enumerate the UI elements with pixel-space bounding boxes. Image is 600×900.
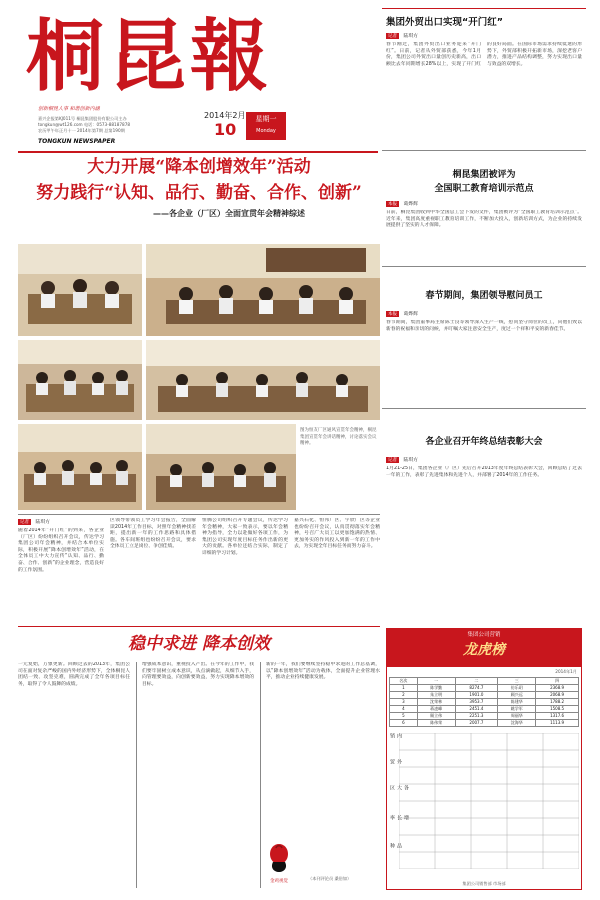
- table-cell: 4: [390, 706, 418, 713]
- main-headline-line2[interactable]: 努力践行“认知、品行、勤奋、合作、创新”: [36, 183, 362, 203]
- photo-meeting-2: [146, 244, 380, 336]
- rooster-icon: [264, 842, 294, 874]
- table-row: [390, 706, 579, 713]
- table-cell: 1788.2: [536, 699, 579, 706]
- rooster-logo-name: 金鸡视觉: [270, 879, 288, 884]
- table-cell: 2251.3: [455, 713, 498, 720]
- table-cell: 2451.4: [455, 706, 498, 713]
- main-headline-block: [18, 150, 380, 240]
- table-row: [390, 692, 579, 699]
- ranking-header: 集团公司营销: [467, 632, 501, 638]
- photo-meeting-4: [146, 340, 380, 420]
- ranking-header-band: [387, 629, 581, 667]
- ranking-section: 各大区: [389, 785, 409, 791]
- right-top-body: 春节刚过，集团外贸出口业务迎来“开门红”。日前，记者从外贸部获悉，今年1月份，集团公司外贸出口量创历史新高，出口额比去年同期增长28%以上，实现了开门红的良好局面。在国际市场需求持续低迷的形势下，外贸部积极开拓新市场，深挖老客户潜力，推进产品结构调整，努力实现出口量与效益的双增长。: [386, 42, 582, 67]
- masthead-date-ym: 2014年2月: [204, 111, 246, 120]
- table-cell: 5: [390, 713, 418, 720]
- masthead-weekday-box: [246, 112, 286, 140]
- masthead-issue: 农历甲午年正月十一 2014年第7期 总第190期: [38, 128, 125, 133]
- right-mid1-byline: [386, 200, 418, 207]
- table-cell: 3953.7: [455, 699, 498, 706]
- table-cell: 顾兴远: [498, 692, 536, 699]
- table-cell: 陈建华: [498, 699, 536, 706]
- photo-collage: [18, 244, 380, 512]
- table-cell: 2007.7: [455, 720, 498, 727]
- ranking-col-header: 二: [455, 678, 498, 685]
- table-row: [390, 699, 579, 706]
- ranking-col-header: 一: [417, 678, 455, 685]
- masthead-weekday-en: Monday: [256, 128, 276, 134]
- photo-meeting-6: [146, 424, 296, 510]
- editorial-headline[interactable]: 稳中求进 降本创效: [128, 634, 270, 654]
- main-story-col4: 嘉兴石化、恒邦厂区、宇欣厂区等企业也纷纷召开会议，认真贯彻落实年会精神，号召广大员工以更加饱满的热情、更加务实的作风投入到新一年的工作中去，为实现全年目标任务而努力奋斗。: [294, 518, 380, 550]
- photo-meeting-3: [18, 340, 142, 420]
- ranking-col-header: 三: [498, 678, 536, 685]
- table-cell: 1901.0: [455, 692, 498, 699]
- main-story-byline-name: 陆琪方: [35, 520, 50, 525]
- ranking-title: 龙虎榜: [463, 642, 505, 658]
- ranking-table-wrap: [389, 677, 579, 727]
- right-mid3-byline: [386, 456, 418, 463]
- editorial: [18, 626, 380, 892]
- table-row: [390, 713, 579, 720]
- table-cell: 2368.9: [536, 685, 579, 692]
- right-top-byline-name: 陆琪方: [403, 34, 418, 39]
- table-cell: 周丽华: [498, 713, 536, 720]
- right-mid3-byline-tag: 记者: [388, 458, 397, 463]
- right-top-byline: [386, 32, 418, 39]
- ranking-section: 内销: [389, 733, 402, 739]
- right-mid1-story: [382, 150, 586, 264]
- masthead-email: tongkun@wt126.com 电话：0573-88187878: [38, 122, 131, 127]
- right-mid2-headline[interactable]: 春节期间，集团领导慰问员工: [425, 291, 543, 301]
- right-mid3-body: 1月21-25日，集团各企业（厂区）先后召开2013年度年终总结表彰大会，回顾总结了过去一年的工作，表彰了先进集体和先进个人，并部署了2014年的工作任务。: [386, 466, 582, 478]
- right-top-byline-tag: 记者: [388, 34, 397, 39]
- table-cell: 1: [390, 685, 418, 692]
- table-row: [390, 685, 579, 692]
- table-cell: 8274.7: [455, 685, 498, 692]
- right-mid2-body: 春节期间，集团董事局主席陈士良等领导深入生产一线，慰问坚守岗位的员工，向他们致以新春的祝福和亲切的问候，并叮嘱大家注意安全生产，度过一个祥和平安的新春佳节。: [386, 320, 582, 332]
- editorial-body-3: 新的一年，我们要继续坚持稳中求进的工作总基调，以“降本创增效年”活动为载体，全面提升企业管理水平，推动企业持续健康发展。: [266, 662, 380, 681]
- main-headline-sub: ——各企业（厂区）全面宣贯年会精神综述: [153, 209, 305, 218]
- table-cell: 顾立伟: [417, 713, 455, 720]
- main-story: [18, 514, 380, 624]
- editorial-body-1: 一元复始，万象更新。回顾过去的2013年，集团公司在面对复杂严峻的国内外经济形势下，全体桐昆人团结一致、攻坚克难，圆满完成了全年各项目标任务，取得了令人鼓舞的成绩。: [18, 662, 130, 687]
- table-cell: 2068.9: [536, 692, 579, 699]
- table-row: [390, 720, 579, 727]
- table-cell: 1317.6: [536, 713, 579, 720]
- main-story-col2: 区领导带领员工学习年会报告，全面解读2014年工作目标，对照年会精神找差距，提出新一年的工作思路和具体措施。各车间班组也纷纷召开会议，要求全体员工立足岗位、争创佳绩。: [110, 518, 196, 550]
- ranking-section: 增长率: [389, 815, 409, 821]
- main-headline-line1[interactable]: 大力开展“降本创增效年”活动: [87, 157, 311, 177]
- right-mid2-byline-name: 葛烨辉: [403, 312, 418, 317]
- editorial-signature: （本刊评论员 桑俗如）: [308, 876, 352, 881]
- ranking-footer: 集团公司销售部 市场部: [462, 881, 506, 886]
- right-mid3-story: [382, 408, 586, 520]
- table-cell: 6: [390, 720, 418, 727]
- right-mid3-byline-name: 陆琪方: [403, 458, 418, 463]
- right-mid2-byline: [386, 310, 418, 317]
- table-cell: 朱立明: [417, 692, 455, 699]
- photo-meeting-1: [18, 244, 142, 336]
- table-cell: 仿乐玥: [498, 685, 536, 692]
- table-cell: 1508.5: [536, 706, 579, 713]
- right-mid1-body: 日前，桐昆集团收到中华全国总工会下发的文件，集团被评为“全国职工教育培训示范点”。近年来，集团高度重视职工教育培训工作，不断加大投入，创新培训方式，为企业的持续发展提供了坚实的人才保障。: [386, 210, 582, 229]
- masthead-title: 桐昆報: [26, 11, 273, 102]
- editorial-body-2: 增强成本意识，重视投入产出。在今年的工作中，我们要牢固树立成本意识，从点滴做起，从细节入手，向管理要效益，向创新要效益，努力实现降本增效的目标。: [142, 662, 254, 687]
- right-mid1-byline-tag: 本报: [388, 202, 397, 207]
- masthead: [18, 8, 378, 148]
- table-cell: 3: [390, 699, 418, 706]
- ranking-col-header: 四: [536, 678, 579, 685]
- masthead-slogan: 创新桐昆人事 和谐创新内涵: [38, 106, 100, 112]
- masthead-date-day: 10: [214, 120, 237, 139]
- table-cell: 蒋凌峰: [417, 706, 455, 713]
- right-mid1-byline-name: 葛烨辉: [403, 202, 418, 207]
- ranking-grid-svg: [399, 733, 579, 869]
- ranking-header-row: [390, 678, 579, 685]
- ranking-col-header: 名次: [390, 678, 418, 685]
- ranking-board: [386, 628, 582, 890]
- main-story-col1: 随着2014年“开门红”的到来，各企业（厂区）纷纷组织召开会议，传达学习集团公司年会精神，并结合本单位实际，积极开展“降本创增效年”活动，在全体员工中大力宣传“认知、品行、勤奋、合作、创新”的企业理念，营造良好的工作氛围。: [18, 528, 104, 573]
- table-cell: 沈海华: [498, 720, 536, 727]
- right-mid2-byline-tag: 本报: [388, 312, 397, 317]
- table-cell: 陈伟荣: [417, 720, 455, 727]
- photo-caption: 图为恒友厂区通风宣贯年会精神，桐昆集团宣贯年会讲话精神，讨论落实会议精神。: [300, 428, 377, 446]
- masthead-english: TONGKUN NEWSPAPER: [38, 138, 116, 145]
- right-mid3-headline[interactable]: 各企业召开年终总结表彰大会: [425, 437, 543, 447]
- table-cell: 姚学军: [498, 706, 536, 713]
- right-top-headline[interactable]: 集团外贸出口实现“开门红”: [386, 17, 503, 28]
- table-cell: 1113.9: [536, 720, 579, 727]
- ranking-period: 2014年1月: [555, 669, 577, 674]
- ranking-section: 品种: [389, 843, 402, 849]
- ranking-section: 外贸: [389, 759, 402, 765]
- main-story-byline-tag: 记者: [20, 520, 29, 525]
- right-top-story: [382, 8, 586, 150]
- photo-meeting-5: [18, 424, 142, 510]
- main-story-col3: 恒腾公司组织召开专题会议，传达学习年会精神，大家一致表示，要以年会精神为指导，全力以赴做好各项工作，为集团公司实现年度目标任务作出新的更大的贡献。各单位还结合实际，制定了详细的学习计划。: [202, 518, 288, 556]
- ranking-grid-lines: [399, 733, 579, 869]
- rooster-logo: [254, 842, 304, 894]
- table-cell: 2: [390, 692, 418, 699]
- right-mid1-headline[interactable]: 桐昆集团被评为 全国职工教育培训示范点: [434, 170, 534, 194]
- masthead-registration: 嘉兴企报第KJ011号 桐昆集团股份有限公司主办: [38, 116, 127, 121]
- table-cell: 沈荣林: [417, 699, 455, 706]
- right-mid2-story: [382, 266, 586, 406]
- ranking-table: [389, 677, 579, 727]
- masthead-weekday: 星期一: [255, 115, 277, 123]
- main-story-byline: [18, 518, 50, 525]
- table-cell: 陈学勤: [417, 685, 455, 692]
